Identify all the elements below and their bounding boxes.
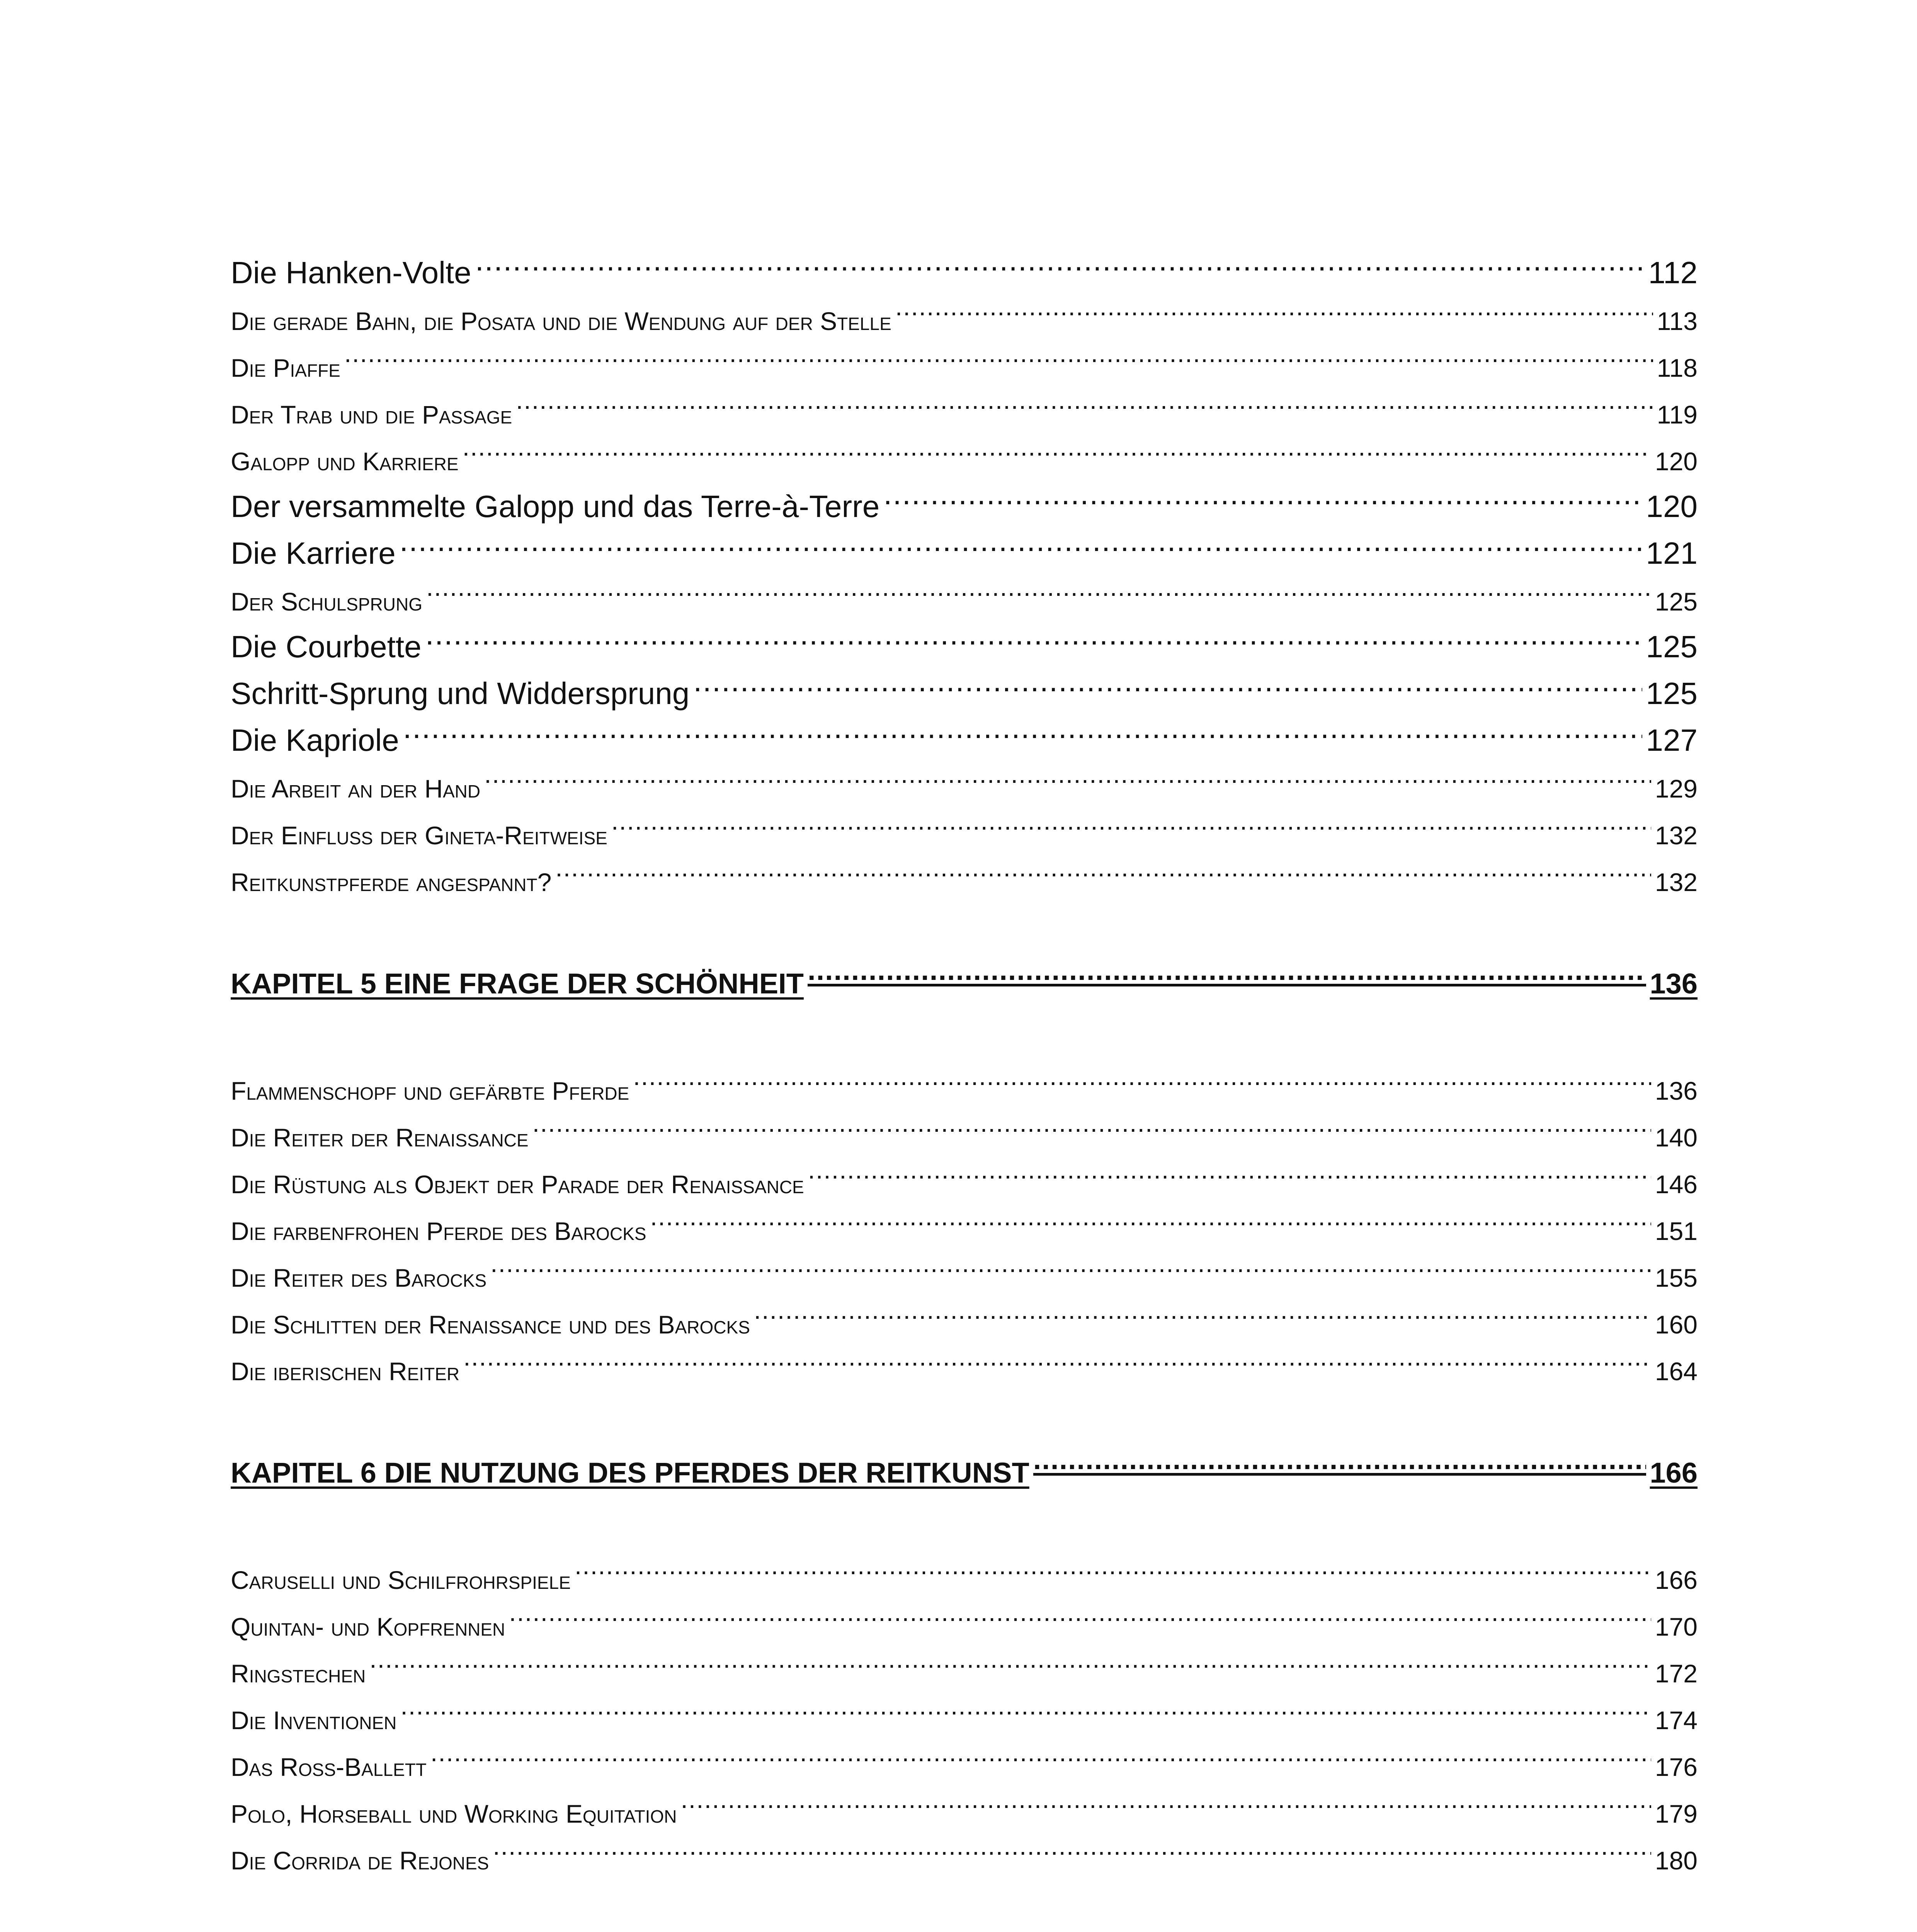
dot-leader: [571, 1542, 1655, 1589]
toc-entry-title: Die Rüstung als Objekt der Parade der Renaissance: [231, 1170, 804, 1199]
toc-entry[interactable]: [231, 564, 1698, 616]
toc-entry[interactable]: [231, 1682, 1698, 1735]
toc-entry-title: Die gerade Bahn, die Posata und die Wendung auf der Stelle: [231, 307, 891, 335]
dot-leader: [804, 1146, 1655, 1193]
dot-leader: [653, 1925, 1650, 1932]
dot-leader: [422, 611, 1646, 657]
table-of-contents: [231, 236, 1698, 1932]
toc-entry-page: 127: [1646, 723, 1698, 757]
toc-entry-title: Flammenschopf und gefärbte Pferde: [231, 1077, 629, 1105]
toc-entry[interactable]: [231, 704, 1698, 757]
toc-entry-title: Der Trab und die Passage: [231, 400, 512, 429]
toc-entry-page: 166: [1655, 1566, 1698, 1594]
toc-entry-page: 125: [1646, 629, 1698, 664]
toc-entry[interactable]: [231, 1729, 1698, 1781]
dot-leader: [750, 1287, 1655, 1333]
toc-entry-title: Die Arbeit an der Hand: [231, 774, 481, 803]
toc-entry-title: Die Schlitten der Renaissance und des Barocks: [231, 1310, 750, 1339]
toc-entry-page: 121: [1646, 536, 1698, 570]
toc-entry-page: 151: [1655, 1217, 1698, 1245]
toc-chapter-entry[interactable]: [231, 947, 1698, 1000]
toc-entry-page: 160: [1655, 1310, 1698, 1339]
toc-entry-title: Die Inventionen: [231, 1706, 397, 1735]
toc-entry-title: Die Corrida de Rejones: [231, 1846, 489, 1875]
dot-leader: [396, 1682, 1655, 1729]
toc-entry[interactable]: [231, 1053, 1698, 1105]
toc-entry-title: KAPITEL 6 DIE NUTZUNG DES PFERDES DER REITKUNST: [231, 1457, 1029, 1489]
toc-entry[interactable]: [231, 517, 1698, 570]
toc-entry-page: 166: [1650, 1457, 1698, 1489]
toc-entry-page: 112: [1648, 255, 1698, 290]
toc-entry-page: 120: [1646, 489, 1698, 524]
dot-leader: [480, 751, 1655, 798]
toc-entry-title: Schritt-Sprung und Widdersprung: [231, 676, 690, 711]
toc-entry-page: 172: [1655, 1659, 1698, 1688]
toc-entry[interactable]: [231, 1636, 1698, 1688]
dot-leader: [607, 798, 1655, 844]
toc-entry-page: 180: [1655, 1846, 1698, 1875]
toc-entry-page: 120: [1655, 447, 1698, 476]
dot-leader: [512, 377, 1657, 423]
dot-leader: [340, 330, 1657, 377]
toc-entry-title: Galopp und Karriere: [231, 447, 459, 476]
toc-entry-title: Der Einfluss der Gineta-Reitweise: [231, 821, 607, 850]
toc-entry-title: Die iberischen Reiter: [231, 1357, 460, 1386]
toc-entry-title: Die Hanken-Volte: [231, 255, 471, 290]
dot-leader: [471, 236, 1648, 283]
toc-entry[interactable]: [231, 330, 1698, 382]
toc-entry-page: 129: [1655, 774, 1698, 803]
toc-chapter-entry[interactable]: [231, 1925, 1698, 1932]
toc-entry-title: Quintan- und Kopfrennen: [231, 1612, 505, 1641]
toc-entry-page: 132: [1655, 868, 1698, 896]
toc-entry-title: Die Reiter der Renaissance: [231, 1123, 529, 1152]
dot-leader: [459, 1333, 1655, 1380]
dot-leader: [529, 1100, 1655, 1146]
dot-leader: [489, 1823, 1655, 1869]
toc-entry[interactable]: [231, 657, 1698, 711]
dot-leader: [399, 704, 1646, 751]
dot-leader: [422, 564, 1655, 611]
toc-entry-page: 146: [1655, 1170, 1698, 1199]
dot-leader: [646, 1193, 1655, 1240]
toc-entry[interactable]: [231, 236, 1698, 290]
toc-entry[interactable]: [231, 1776, 1698, 1828]
toc-entry-page: 164: [1655, 1357, 1698, 1386]
toc-entry-title: Ringstechen: [231, 1659, 366, 1688]
toc-entry-page: 113: [1657, 307, 1698, 335]
dot-leader: [689, 657, 1646, 704]
toc-entry-page: 174: [1655, 1706, 1698, 1735]
dot-leader: [804, 947, 1650, 993]
toc-entry-title: Die Kapriole: [231, 723, 399, 757]
toc-entry-title: KAPITEL 5 EINE FRAGE DER SCHÖNHEIT: [231, 968, 804, 1000]
dot-leader: [396, 517, 1646, 564]
dot-leader: [677, 1776, 1655, 1823]
toc-entry-page: 125: [1655, 587, 1698, 616]
dot-leader: [486, 1240, 1655, 1287]
toc-entry-page: 132: [1655, 821, 1698, 850]
toc-entry-title: Polo, Horseball und Working Equitation: [231, 1799, 677, 1828]
toc-entry[interactable]: [231, 1542, 1698, 1594]
toc-entry-page: 119: [1657, 400, 1698, 429]
dot-leader: [505, 1589, 1655, 1636]
dot-leader: [891, 283, 1657, 330]
toc-entry-page: 136: [1655, 1077, 1698, 1105]
toc-entry[interactable]: [231, 377, 1698, 429]
dot-leader: [551, 844, 1655, 891]
toc-entry[interactable]: [231, 751, 1698, 803]
toc-entry-title: Caruselli und Schilfrohrspiele: [231, 1566, 571, 1594]
toc-entry-page: 176: [1655, 1753, 1698, 1781]
dot-leader: [427, 1729, 1655, 1776]
toc-entry-page: 155: [1655, 1264, 1698, 1292]
toc-entry-page: 140: [1655, 1123, 1698, 1152]
dot-leader: [459, 423, 1655, 470]
toc-entry-title: Die Piaffe: [231, 354, 340, 382]
toc-entry-page: 118: [1657, 354, 1698, 382]
dot-leader: [879, 470, 1646, 517]
toc-entry-title: Die farbenfrohen Pferde des Barocks: [231, 1217, 646, 1245]
toc-entry-title: Der Schulsprung: [231, 587, 422, 616]
dot-leader: [629, 1053, 1655, 1100]
toc-chapter-entry[interactable]: [231, 1436, 1698, 1489]
toc-entry-page: 136: [1650, 968, 1698, 1000]
toc-entry-title: Die Courbette: [231, 629, 422, 664]
toc-entry-title: Das Ross-Ballett: [231, 1753, 427, 1781]
dot-leader: [366, 1636, 1655, 1682]
toc-entry-title: Die Karriere: [231, 536, 396, 570]
dot-leader: [1029, 1436, 1650, 1483]
toc-entry-page: 125: [1646, 676, 1698, 711]
toc-entry-title: Die Reiter des Barocks: [231, 1264, 487, 1292]
toc-entry-title: Der versammelte Galopp und das Terre-à-Terre: [231, 489, 880, 524]
toc-entry-page: 179: [1655, 1799, 1698, 1828]
toc-entry-page: 170: [1655, 1612, 1698, 1641]
toc-entry[interactable]: [231, 611, 1698, 664]
toc-entry-title: Reitkunstpferde angespannt?: [231, 868, 552, 896]
